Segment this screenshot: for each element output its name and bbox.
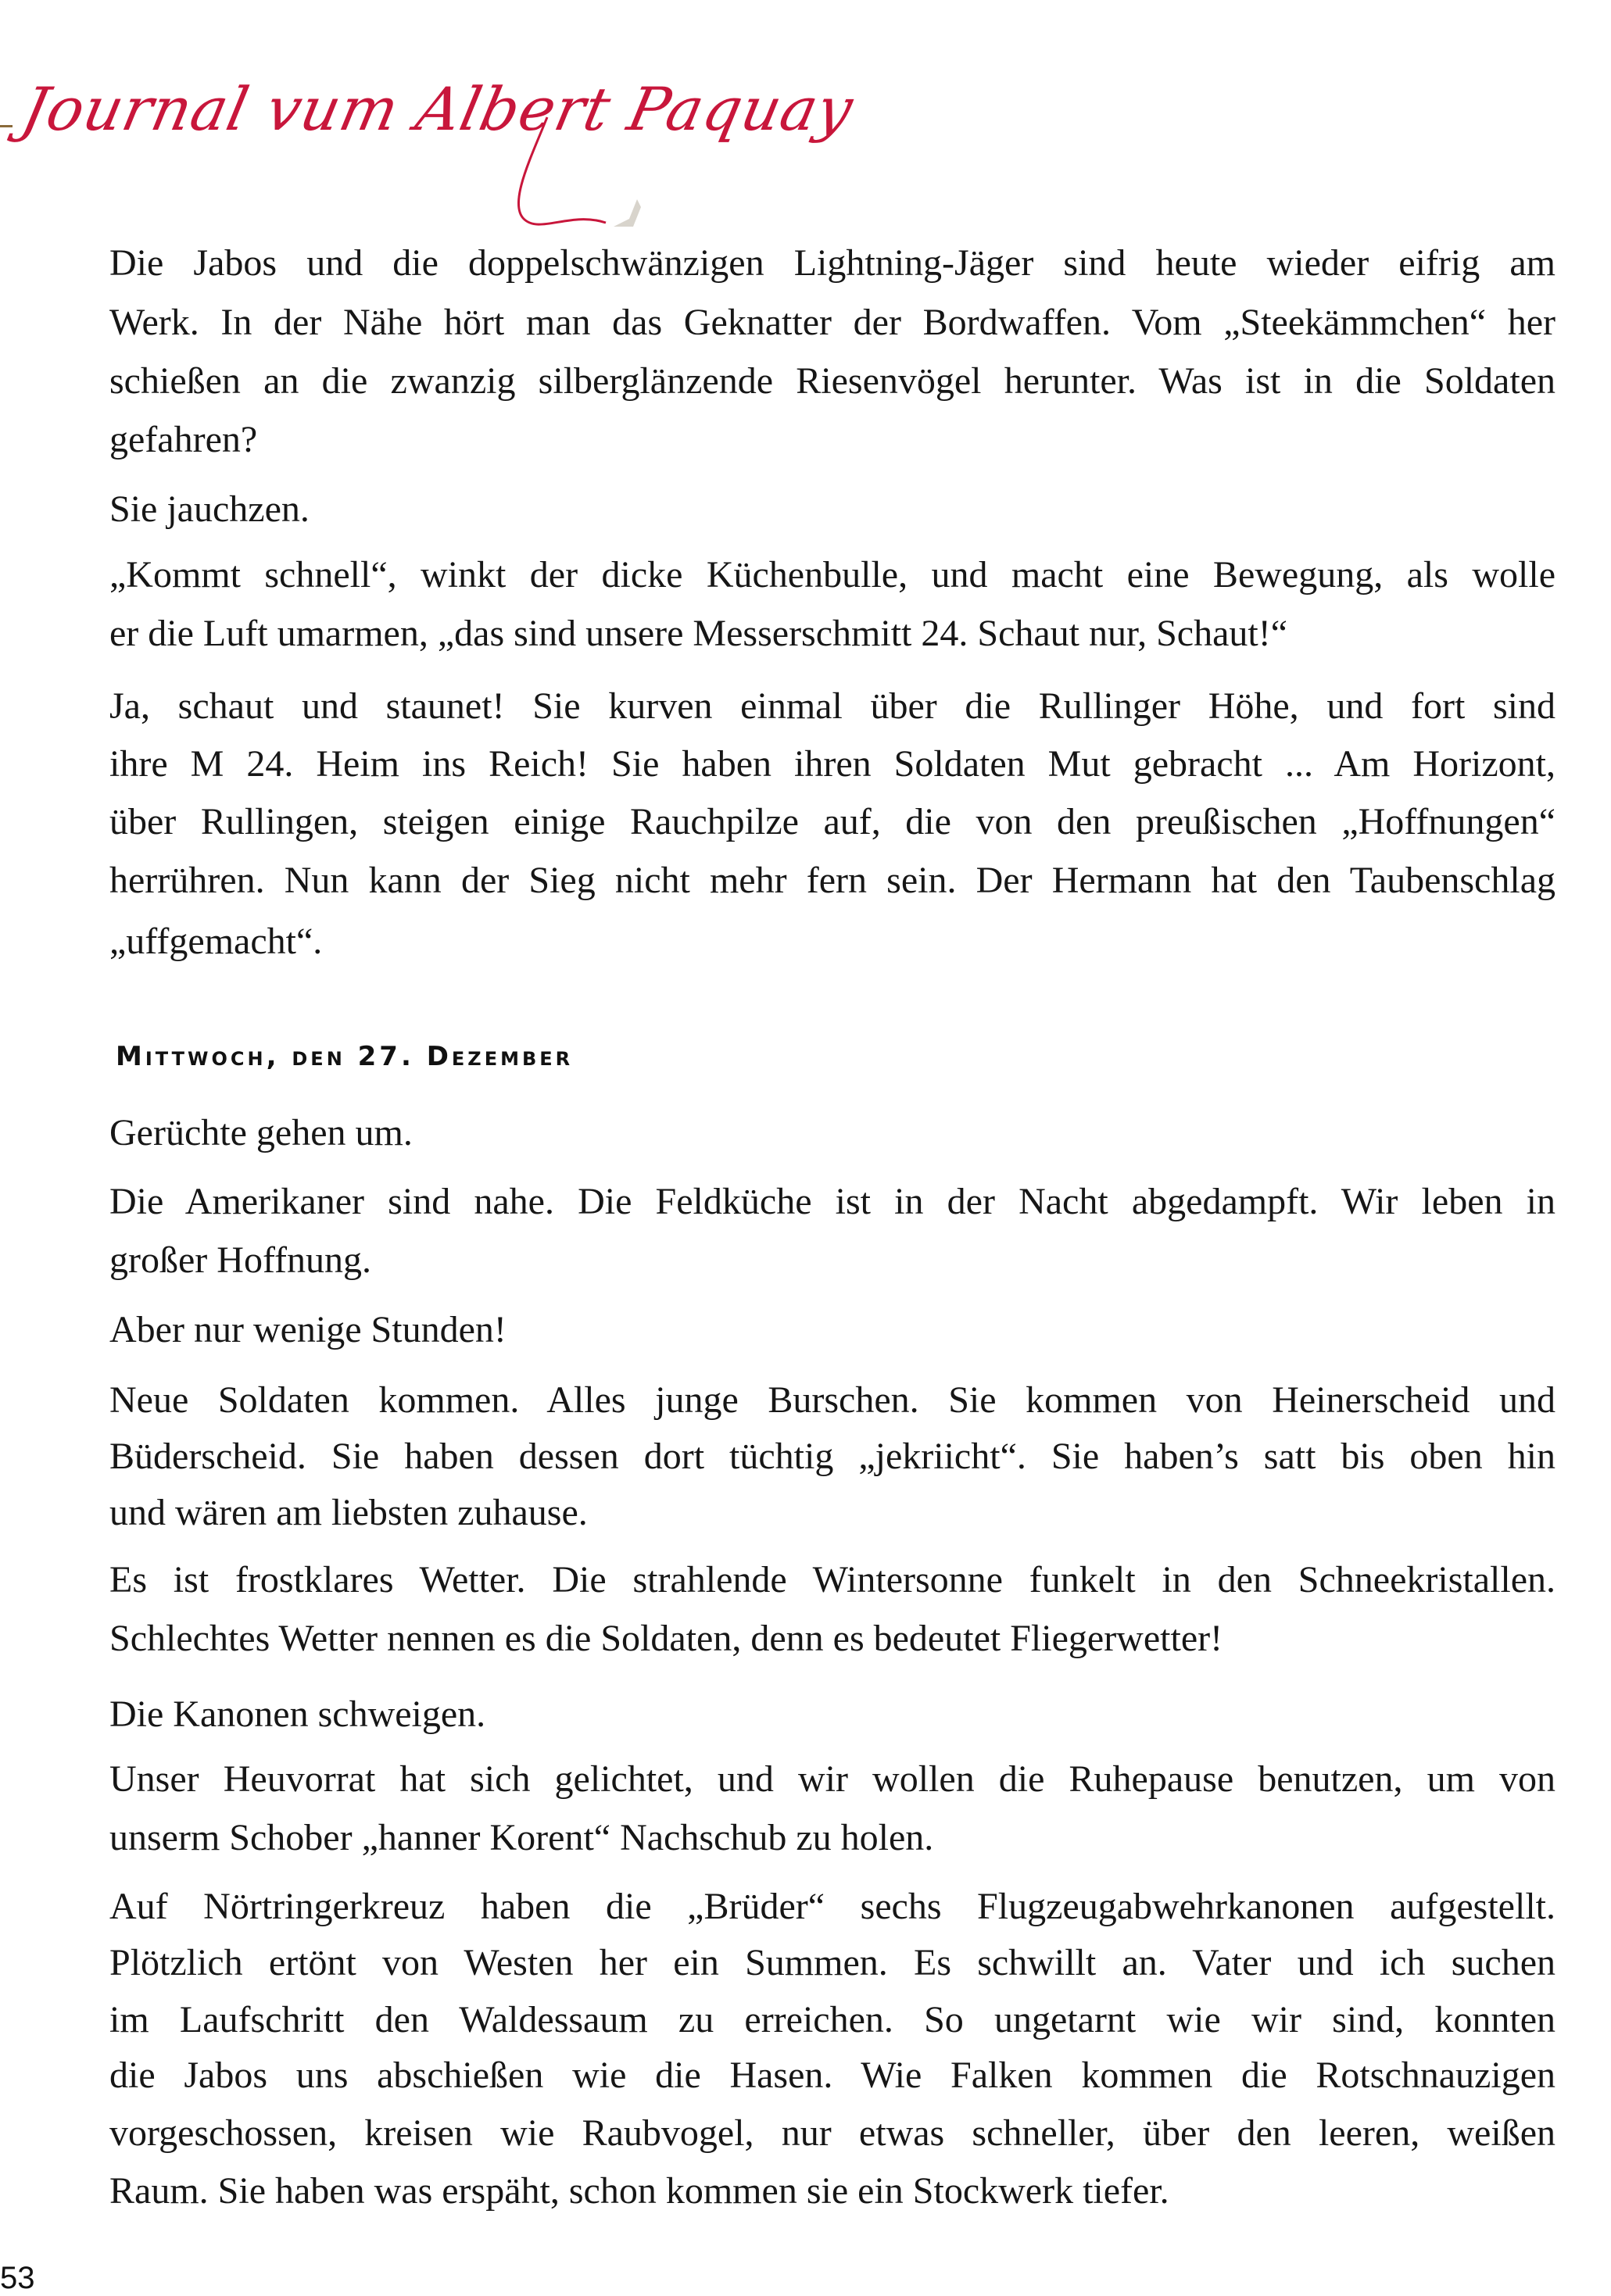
paragraph-line: Sie jauchzen. <box>109 488 310 530</box>
paragraph-line: Die Jabos und die doppelschwänzigen Lightning-Jäger sind heute wieder eifrig am <box>109 242 1556 284</box>
paragraph-line: großer Hoffnung. <box>109 1239 372 1281</box>
paragraph-line: Plötzlich ertönt von Westen her ein Summen. Es schwillt an. Vater und ich suchen <box>109 1942 1556 1983</box>
paragraph-line: Werk. In der Nähe hört man das Geknatter der Bordwaffen. Vom „Steekämmchen“ her <box>109 302 1556 343</box>
paragraph-line: und wären am liebsten zuhause. <box>109 1492 588 1533</box>
paragraph-line: im Laufschritt den Waldessaum zu erreichen. So ungetarnt wie wir sind, konnten <box>109 1999 1556 2040</box>
paragraph-line: vorgeschossen, kreisen wie Raubvogel, nur etwas schneller, über den leeren, weißen <box>109 2112 1556 2154</box>
paragraph-line: Auf Nörtringerkreuz haben die „Brüder“ sechs Flugzeugabwehrkanonen aufgestellt. <box>109 1886 1556 1927</box>
paragraph-line: Gerüchte gehen um. <box>109 1112 413 1153</box>
title-swash-ornament <box>438 86 672 242</box>
page-number: 53 <box>0 2261 35 2295</box>
paragraph-line: herrühren. Nun kann der Sieg nicht mehr fern sein. Der Hermann hat den Taubenschlag <box>109 860 1556 901</box>
paragraph-line: er die Luft umarmen, „das sind unsere Messerschmitt 24. Schaut nur, Schaut!“ <box>109 613 1288 654</box>
date-heading: Mittwoch, den 27. Dezember <box>116 1041 574 1072</box>
paragraph-line: Büderscheid. Sie haben dessen dort tüchtig „jekriicht“. Sie haben’s satt bis oben hin <box>109 1436 1556 1477</box>
header-rule <box>0 125 13 127</box>
paragraph-line: Aber nur wenige Stunden! <box>109 1309 507 1350</box>
paragraph-line: über Rullingen, steigen einige Rauchpilze auf, die von den preußischen „Hoffnungen“ <box>109 801 1556 842</box>
paragraph-line: Schlechtes Wetter nennen es die Soldaten, denn es bedeutet Fliegerwetter! <box>109 1618 1223 1659</box>
paragraph-line: Die Kanonen schweigen. <box>109 1693 486 1735</box>
paragraph-line: Es ist frostklares Wetter. Die strahlende Wintersonne funkelt in den Schneekristallen. <box>109 1559 1556 1600</box>
paragraph-line: „uffgemacht“. <box>109 921 323 962</box>
paragraph-line: „Kommt schnell“, winkt der dicke Küchenbulle, und macht eine Bewegung, als wolle <box>109 554 1556 595</box>
running-header <box>0 39 860 219</box>
paragraph-line: gefahren? <box>109 419 258 460</box>
paragraph-line: Die Amerikaner sind nahe. Die Feldküche ist in der Nacht abgedampft. Wir leben in <box>109 1181 1556 1222</box>
journal-title: Journal vum Albert Paquay <box>16 74 860 144</box>
paragraph-line: unserm Schober „hanner Korent“ Nachschub zu holen. <box>109 1817 934 1858</box>
paragraph-line: die Jabos uns abschießen wie die Hasen. Wie Falken kommen die Rotschnauzigen <box>109 2055 1556 2096</box>
paragraph-line: Neue Soldaten kommen. Alles junge Burschen. Sie kommen von Heinerscheid und <box>109 1379 1556 1421</box>
paragraph-line: Ja, schaut und staunet! Sie kurven einmal über die Rullinger Höhe, und fort sind <box>109 685 1556 727</box>
paragraph-line: ihre M 24. Heim ins Reich! Sie haben ihren Soldaten Mut gebracht ... Am Horizont, <box>109 743 1556 785</box>
paragraph-line: schießen an die zwanzig silberglänzende Riesenvögel herunter. Was ist in die Soldaten <box>109 360 1556 402</box>
paragraph-line: Raum. Sie haben was erspäht, schon kommen sie ein Stockwerk tiefer. <box>109 2170 1169 2212</box>
paragraph-line: Unser Heuvorrat hat sich gelichtet, und wir wollen die Ruhepause benutzen, um von <box>109 1758 1556 1800</box>
